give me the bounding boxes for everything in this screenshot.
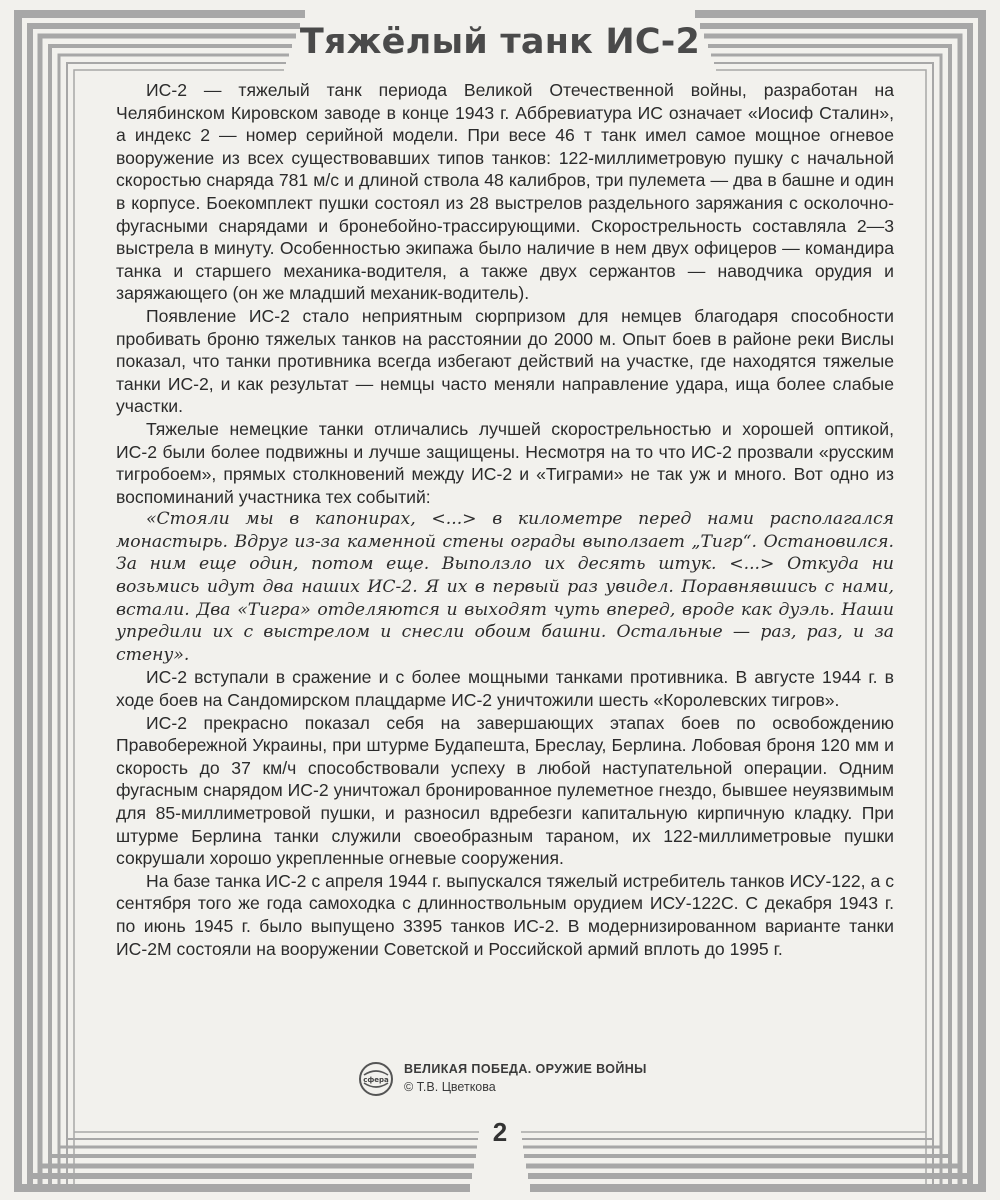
paragraph: ИС-2 — тяжелый танк периода Великой Отечественной войны, разработан на Челябинском Кировском заводе в конце 1943 г. Аббревиатура ИС означает «Иосиф Сталин», а индекс 2 — номер серийной модели. При весе 46 т танк имел самое мощное огневое вооружение из всех существовавших типов танков: 122-миллиметровую пушку с начальной скоростью снаряда 781 м/с и длиной ствола 48 калибров, три пулемета — два в башне и один в корпусе. Боекомплект пушки состоял из 28 выстрелов раздельного заряжания с осколочно-фугасными снарядами и бронебойно-трассирующими. Скорострельность составляла 2—3 выстрела в минуту. Особенностью экипажа было наличие в нем двух офицеров — командира танка и старшего механика-водителя, а также двух сержантов — наводчика орудия и заряжающего (он же младший механик-водитель). xyxy=(116,80,894,304)
footer xyxy=(358,1058,688,1098)
paragraph: На базе танка ИС-2 с апреля 1944 г. выпускался тяжелый истребитель танков ИСУ-122, а с сентября того же года самоходка с длинноствольным орудием ИСУ-122С. С декабря 1943 г. по июнь 1945 г. было выпущено 3395 танков ИС-2. В модернизированном варианте танки ИС-2М состояли на вооружении Советской и Российской армий вплоть до 1995 г. xyxy=(116,870,894,959)
series-title: ВЕЛИКАЯ ПОБЕДА. ОРУЖИЕ ВОЙНЫ xyxy=(404,1062,647,1076)
logo-text: сфера xyxy=(363,1076,389,1084)
paragraph: ИС-2 вступали в сражение и с более мощными танками противника. В августе 1944 г. в ходе боев на Сандомирском плацдарме ИС-2 уничтожили шесть «Королевских тигров». xyxy=(116,667,894,711)
author-credit: © Т.В. Цветкова xyxy=(404,1080,496,1094)
paragraph: ИС-2 прекрасно показал себя на завершающих этапах боев по освобождению Правобережной Украины, при штурме Будапешта, Бреслау, Берлина. Лобовая броня 120 мм и скорость до 37 км/ч способствовали успеху в любой наступательной операции. Одним фугасным снарядом ИС-2 уничтожал бронированное пулеметное гнездо, бывшее неуязвимым для 85-миллиметровой пушки, и разносил вдребезги капитальную кирпичную кладку. При штурме Берлина танки служили своеобразным тараном, их 122-миллиметровые пушки сокрушали хорошо укрепленные огневые сооружения. xyxy=(116,712,894,869)
publisher-logo-icon xyxy=(358,1061,394,1097)
page-number: 2 xyxy=(480,1110,520,1154)
page-title: Тяжёлый танк ИС-2 xyxy=(299,22,701,62)
quote-paragraph: «Стояли мы в капонирах, <...> в километре перед нами располагался монастырь. Вдруг из-за каменной стены ограды выползает „Тигр“. Остановился. За ним еще один, потом еще. Выползло их десять штук. <...> Откуда ни возьмись идут два наших ИС-2. Я их в первый раз увидел. Поравнявшись с нами, встали. Два «Тигра» отделяются и выходят чуть вперед, вроде как дуэль. Наши упредили их с выстрелом и снесли обоим башни. Остальные — раз, раз, и за стену». xyxy=(116,509,894,665)
paragraph: Появление ИС-2 стало неприятным сюрпризом для немцев благодаря способности пробивать броню тяжелых танков на расстоянии до 2000 м. Опыт боев в районе реки Вислы показал, что танки противника всегда избегают действий на участке, где находятся тяжелые танки ИС-2, и как результат — немцы часто меняли направление удара, ища более слабые участки. xyxy=(116,305,894,417)
paragraph: Тяжелые немецкие танки отличались лучшей скорострельностью и хорошей оптикой, ИС-2 были более подвижны и лучше защищены. Несмотря на то что ИС-2 прозвали «русским тигробоем», прямых столкновений между ИС-2 и «Тиграми» не так уж и много. Вот одно из воспоминаний участника тех событий: xyxy=(116,418,894,507)
article-body xyxy=(116,79,894,960)
